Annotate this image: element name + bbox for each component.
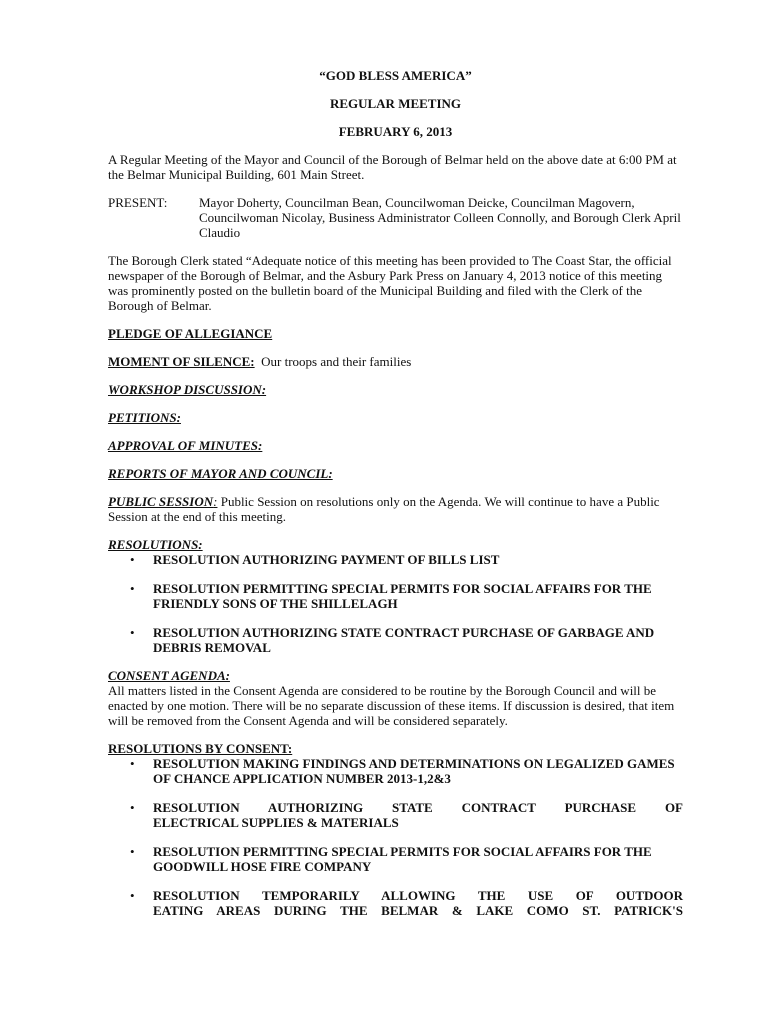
list-item: • RESOLUTION MAKING FINDINGS AND DETERMINATIONS ON LEGALIZED GAMES OF CHANCE APPLICATION NUMBER 2013-1,2&3 <box>130 756 675 786</box>
consent-agenda-section <box>108 668 683 683</box>
meeting-type: REGULAR MEETING <box>329 96 462 111</box>
silence-section <box>108 354 683 369</box>
list-item: • RESOLUTION AUTHORIZING STATE CONTRACT PURCHASE OF ELECTRICAL SUPPLIES & MATERIALS <box>130 800 683 830</box>
resolutions-section <box>108 537 683 552</box>
resolutions-heading: RESOLUTIONS: <box>108 537 203 552</box>
public-session-section <box>108 494 683 524</box>
silence-text: Our troops and their families <box>261 354 412 369</box>
present-label: PRESENT: <box>108 195 168 210</box>
resolutions-list <box>108 552 683 655</box>
resolutions-by-consent-list <box>108 756 683 918</box>
list-item: • RESOLUTION AUTHORIZING PAYMENT OF BILLS LIST <box>130 552 500 567</box>
list-item: • RESOLUTION TEMPORARILY ALLOWING THE USE OF OUTDOOR EATING AREAS DURING THE BELMAR & LAKE COMO ST. PATRICK'S <box>130 888 683 918</box>
present-block <box>108 195 683 240</box>
workshop-heading: WORKSHOP DISCUSSION: <box>108 382 267 397</box>
minutes-section <box>108 438 683 453</box>
minutes-page <box>108 68 683 931</box>
pledge-section <box>108 326 683 341</box>
public-session-colon: : <box>213 494 218 509</box>
minutes-heading: APPROVAL OF MINUTES: <box>108 438 263 453</box>
intro-paragraph: A Regular Meeting of the Mayor and Council of the Borough of Belmar held on the above date at 6:00 PM at the Belmar Municipal Building, 601 Main Street. <box>108 152 677 182</box>
consent-agenda-heading: CONSENT AGENDA: <box>108 668 230 683</box>
petitions-section <box>108 410 683 425</box>
silence-heading: MOMENT OF SILENCE: <box>108 354 255 369</box>
public-session-text: Public Session on resolutions only on the Agenda. We will continue to have a Public Session at the end of this meeting. <box>108 494 660 524</box>
pledge-heading: PLEDGE OF ALLEGIANCE <box>108 326 273 341</box>
reports-heading: REPORTS OF MAYOR AND COUNCIL: <box>108 466 333 481</box>
reports-section <box>108 466 683 481</box>
meeting-date: FEBRUARY 6, 2013 <box>338 124 453 139</box>
list-item: • RESOLUTION PERMITTING SPECIAL PERMITS FOR SOCIAL AFFAIRS FOR THE GOODWILL HOSE FIRE COMPANY <box>130 844 652 874</box>
resolutions-by-consent-heading: RESOLUTIONS BY CONSENT: <box>108 741 293 756</box>
consent-agenda-text: All matters listed in the Consent Agenda are considered to be routine by the Borough Council and will be enacted by one motion. There will be no separate discussion of these items. If discussion is desired, that item will be removed from the Consent Agenda and will be considered separately. <box>108 683 675 728</box>
list-item: • RESOLUTION PERMITTING SPECIAL PERMITS FOR SOCIAL AFFAIRS FOR THE FRIENDLY SONS OF THE SHILLELAGH <box>130 581 652 611</box>
resolutions-by-consent-section <box>108 741 683 756</box>
petitions-heading: PETITIONS: <box>108 410 181 425</box>
list-item: • RESOLUTION AUTHORIZING STATE CONTRACT PURCHASE OF GARBAGE AND DEBRIS REMOVAL <box>130 625 655 655</box>
workshop-section <box>108 382 683 397</box>
present-names: Mayor Doherty, Councilman Bean, Councilwoman Deicke, Councilman Magovern, Councilwoman Nicolay, Business Administrator Colleen Connolly, and Borough Clerk April Claudio <box>199 195 681 240</box>
public-session-heading: PUBLIC SESSION <box>108 494 214 509</box>
notice-paragraph: The Borough Clerk stated “Adequate notice of this meeting has been provided to The Coast Star, the official newspaper of the Borough of Belmar, and the Asbury Park Press on January 4, 2013 notice of this meeting was prominently posted on the bulletin board of the Municipal Building and filed with the Clerk of the Borough of Belmar. <box>108 253 672 313</box>
document-title: “GOD BLESS AMERICA” <box>319 68 472 83</box>
